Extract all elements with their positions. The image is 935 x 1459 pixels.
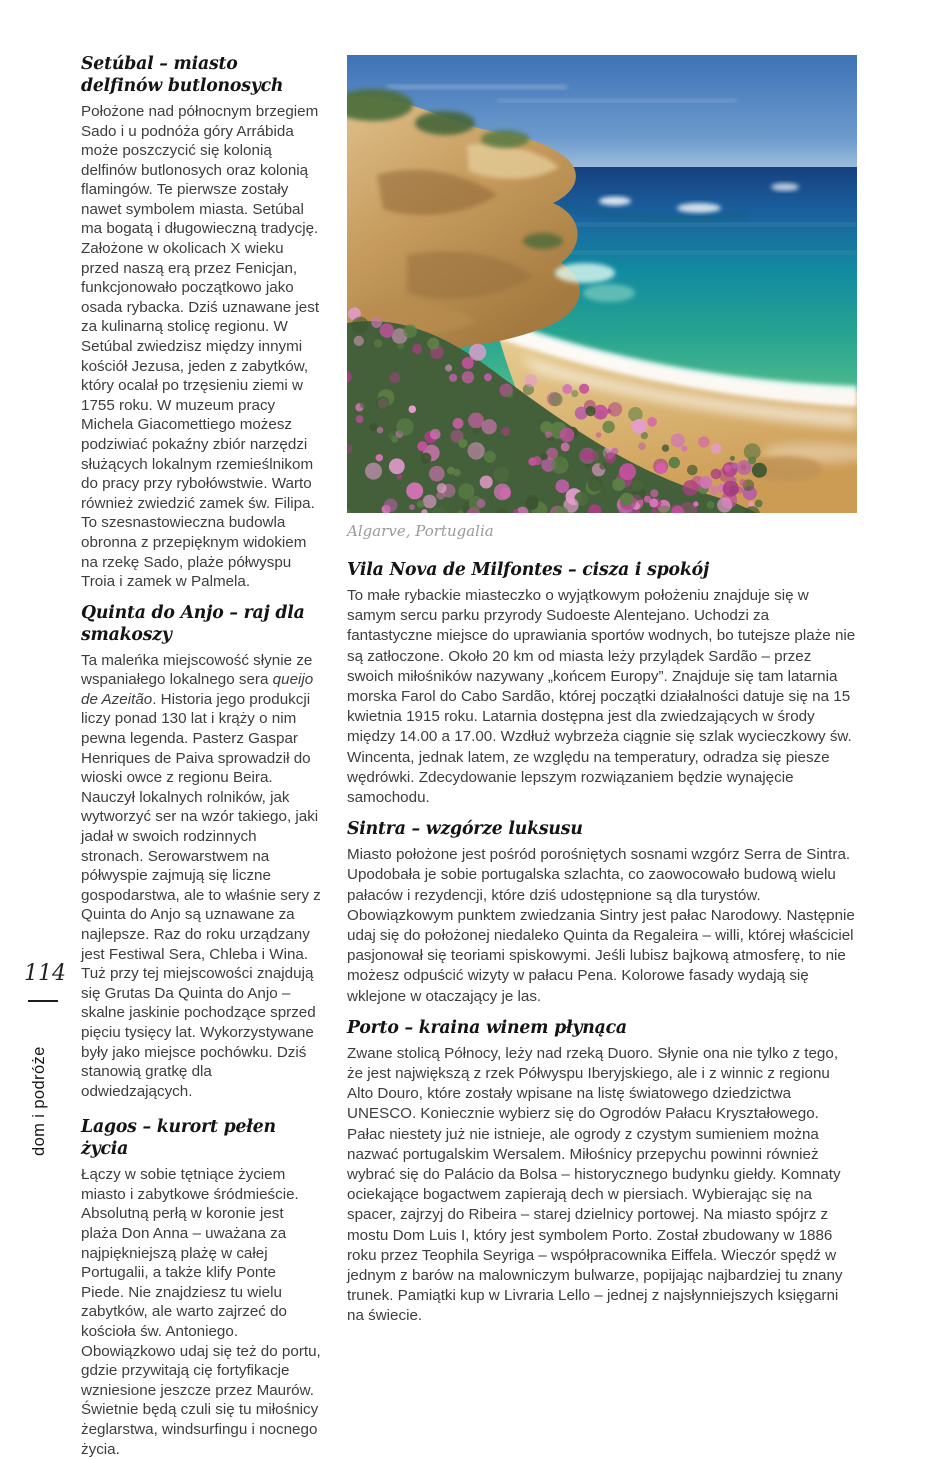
heading-vila-nova: Vila Nova de Milfontes – cisza i spokój — [347, 560, 710, 580]
heading-setubal: Setúbal – miasto delfinów butlonosych — [81, 54, 284, 96]
photo-caption: Algarve, Portugalia — [347, 522, 494, 540]
body-quinta-italic-phrase: queijo de Azeitão — [81, 671, 314, 708]
heading-porto: Porto – kraina winem płynąca — [347, 1017, 627, 1038]
body-lagos: Łączy w sobie tętniące życiem miasto i zabytkowe śródmieście. Absolutną perłą w koronie jest plaża Don Anna – uważana za najpiękniejszą plażę w całej Portugalii, a także klify Ponte Piede. Nie znajdziesz tu wielu zabytków, ale warto zajrzeć do kościoła św. Antoniego. Obowiązkowo udaj się też do portu, gdzie przywitają cię fortyfikacje wzniesione jeszcze przez Maurów. Świetnie będą czuli się tu miłośnicy żeglarstwa, windsurfingu i nocnego życia. — [81, 1166, 321, 1458]
page-number: 114 — [24, 961, 66, 986]
algarve-coast-photo — [347, 55, 857, 513]
heading-quinta-do-anjo: Quinta do Anjo – raj dla smakoszy — [81, 602, 305, 645]
heading-lagos: Lagos – kurort pełen życia — [81, 1117, 276, 1160]
heading-sintra: Sintra – wzgórze luksusu — [347, 819, 583, 840]
body-quinta-part1: Ta maleńka miejscowość słynie ze wspaniałego lokalnego sera — [81, 651, 313, 689]
body-quinta-do-anjo — [81, 651, 323, 1102]
vertical-section-label: dom i podróże — [30, 1046, 48, 1156]
margin-rule — [28, 1000, 58, 1002]
body-setubal: Położone nad północnym brzegiem Sado i u podnóża góry Arrábida może poszczycić się kolonią delfinów butlonosych oraz kolonią flamingów. Te pierwsze zostały nawet symbolem miasta. Setúbal ma bogatą i długowieczną tradycję. Założone w okolicach X wieku przed naszą erą przez Fenicjan, funkcjonowało początkowo jako osada rybacka. Dziś uznawane jest za kulinarną stolicę regionu. W Setúbal zwiedzisz między innymi kościół Jezusa, jeden z zabytków, który ocalał po trzęsieniu ziemi w 1755 roku. W muzeum pracy Michela Giacomettiego możesz podziwiać pokaźny zbiór narzędzi służących lokalnym rzemieślnikom do pracy przy rybołówstwie. Warto również zwiedzić zamek św. Filipa. To szesnastowieczna budowla obronna z przepięknym widokiem na rzekę Sado, plaże półwyspu Troia i zamek w Palmela. — [81, 102, 320, 591]
body-sintra: Miasto położone jest pośród porośniętych sosnami wzgórz Serra de Sintra. Upodobała je sobie portugalska szlachta, co zaowocowało budową wielu pałaców i rezydencji, które dziś udostępnione są dla turystów. Obowiązkowym punktem zwiedzania Sintry jest pałac Narodowy. Następnie udaj się do położonej niedaleko Quinta da Regaleira – willi, której właściciel pasjonował się teoriami spiskowymi. Jeśli lubisz bajkową atmosferę, to nie możesz odpuścić wizyty w pałacu Pena. Kolorowe fasady wydają się wklejone w otaczający je las. — [347, 846, 855, 1005]
body-quinta-part2: . Historia jego produkcji liczy ponad 130 lat i krąży o nim pewna legenda. Pasterz Gaspar Henriques de Paiva sprowadził do wioski owce z regionu Beira. Nauczył lokalnych rolników, jak wytworzyć ser na wzór takiego, jaki jadał w swoich rodzinnych stronach. Serowarstwem na półwyspie zajmują się liczne gospodarstwa, ale to właśnie sery z Quinta do Anjo są uznawane za najlepsze. Raz do roku urządzany jest Festiwal Sera, Chleba i Wina. Tuż przy tej miejscowości znajdują się Grutas Da Quinta do Anjo – skalne jaskinie pochodzące sprzed pięciu tysięcy lat. Wykorzystywane były jako miejsce pochówku. Dziś stanowią gratkę dla odwiedzających. — [81, 690, 321, 1100]
body-vila-nova: To małe rybackie miasteczko o wyjątkowym położeniu znajduje się w samym sercu parku przyrody Sudoeste Alentejano. Uchodzi za fantastyczne miejsce do uprawiania sportów wodnych, bo tutejsze plaże nie są zatłoczone. Około 20 km od miasta leży przylądek Sardão – przez swoich miłośników nazywany „końcem Europy”. Znajduje się tam latarnia morska Farol do Cabo Sardão, której początki działalności datuje się na 15 kwietnia 1915 roku. Latarnia dostępna jest dla zwiedzających w środy między 14.00 a 17.00. Wzdłuż wybrzeża ciągnie się szlak wycieczkowy św. Wincenta, jednak latem, ze względu na temperatury, odradza się piesze wędrówki. Zdecydowanie lepszym rozwiązaniem będzie wynajęcie samochodu. — [347, 586, 856, 806]
left-column — [81, 54, 323, 1459]
body-porto: Zwane stolicą Północy, leży nad rzeką Duoro. Słynie ona nie tylko z tego, że jest największą z rzek Półwyspu Iberyjskiego, ale i z winnic z regionu Alto Douro, które zostały wpisane na listę światowego dziedzictwa UNESCO. Koniecznie wybierz się do Ogrodów Pałacu Kryształowego. Pałac niestety już nie istnieje, ale ogrody z czystym sumieniem można nazwać portugalskim Wersalem. Miłośnicy przepychu powinni również wybrać się do Palácio da Bolsa – historycznego budynku giełdy. Komnaty ociekające bogactwem zapierają dech w piersiach. Wybierając się na spacer, zajrzyj do Ribeira – starej dzielnicy portowej. Na miasto spójrz z mostu Dom Luis I, który jest symbolem Porto. Został zbudowany w 1886 roku przez Teophila Seyriga – współpracownika Eiffela. Wieczór spędź w jednym z barów na malowniczym bulwarze, popijając najbardziej tu znany trunek. Pamiątki kup w Livraria Lello – jednej z najsłynniejszych księgarni na świecie. — [347, 1044, 843, 1325]
right-column — [347, 55, 857, 1327]
